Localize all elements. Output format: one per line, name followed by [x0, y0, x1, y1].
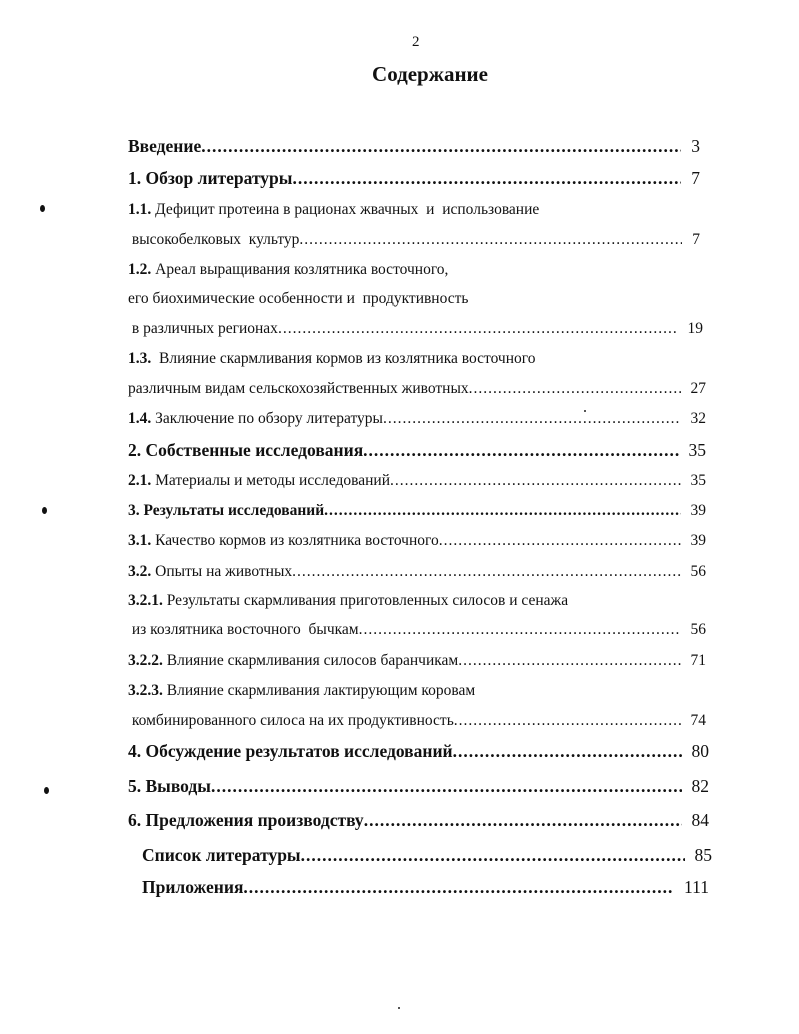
toc-entry-page: 32: [690, 410, 706, 427]
toc-entry: [128, 350, 536, 368]
dot-leader: [383, 410, 681, 428]
toc-entry-page: 71: [690, 652, 706, 669]
toc-entry-label: Введение: [128, 136, 202, 156]
toc-entry: [128, 320, 703, 338]
toc-entry: [128, 776, 709, 797]
toc-entry: [128, 621, 706, 639]
dot-leader: [278, 320, 678, 338]
toc-entry-label: Материалы и методы исследований: [151, 472, 391, 489]
toc-entry-label: Приложения: [142, 877, 244, 897]
toc-entry: [142, 845, 712, 866]
toc-entry-page: 80: [691, 741, 709, 761]
toc-entry-number: 3.1.: [128, 532, 152, 549]
dot-leader: [363, 440, 678, 461]
toc-entry: [128, 712, 706, 730]
toc-entry-number: 2.1.: [128, 472, 152, 489]
toc-entry-number: 1.4.: [128, 410, 152, 427]
toc-entry-label: Обсуждение результатов исследований: [141, 741, 453, 761]
toc-entry-label: Предложения производству: [141, 810, 364, 830]
page-title: Содержание: [372, 62, 488, 86]
margin-bullet: [44, 787, 49, 794]
toc-entry-page: 35: [690, 472, 706, 489]
margin-bullet: [42, 507, 47, 514]
toc-entry-number: 1.: [128, 168, 142, 188]
toc-entry-page: 74: [690, 712, 706, 729]
toc-entry-page: 3: [691, 136, 700, 156]
toc-entry-label: высокобелковых культур: [128, 231, 300, 248]
scan-speck: [398, 1007, 400, 1009]
dot-leader: [292, 168, 681, 189]
dot-leader: [454, 712, 681, 730]
toc-entry-number: 3.: [128, 502, 140, 519]
toc-entry-page: 82: [691, 776, 709, 796]
toc-entry-label: Дефицит протеина в рационах жвачных и использование: [151, 201, 540, 218]
toc-entry-label: Собственные исследования: [141, 440, 364, 460]
toc-entry-number: 3.2.2.: [128, 652, 163, 669]
toc-entry-label: комбинированного силоса на их продуктивность: [128, 712, 454, 729]
dot-leader: [299, 231, 682, 249]
toc-entry-number: 3.2.3.: [128, 682, 163, 699]
toc-entry-label: Обзор литературы: [141, 168, 293, 188]
toc-entry: [128, 532, 706, 550]
margin-bullet: [40, 205, 45, 212]
toc-entry-label: различным видам сельскохозяйственных животных: [128, 380, 469, 397]
toc-entry: [128, 502, 706, 520]
toc-entry-number: 1.3.: [128, 350, 152, 367]
toc-entry-page: 84: [691, 810, 709, 830]
toc-entry-page: 111: [684, 877, 709, 897]
dot-leader: [201, 136, 681, 157]
dot-leader: [439, 532, 681, 550]
toc-entry: [128, 136, 700, 157]
dot-leader: [243, 877, 674, 898]
toc-entry-label: Опыты на животных: [151, 563, 293, 580]
dot-leader: [458, 652, 680, 670]
toc-entry: [128, 201, 539, 219]
toc-entry-page: 85: [694, 845, 712, 865]
toc-entry: [128, 563, 706, 581]
dot-leader: [301, 845, 685, 866]
toc-entry: [128, 231, 700, 249]
toc-entry: [128, 168, 700, 189]
toc-entry-label: в различных регионах: [128, 320, 278, 337]
toc-entry-label: Заключение по обзору литературы: [151, 410, 383, 427]
dot-leader: [324, 502, 680, 520]
dot-leader: [211, 776, 682, 797]
toc-entry-number: 1.2.: [128, 261, 152, 278]
dot-leader: [359, 621, 681, 639]
toc-entry-label: Влияние скармливания силосов баранчикам: [162, 652, 459, 669]
toc-entry-number: 4.: [128, 741, 142, 761]
toc-entry-number: 5.: [128, 776, 142, 796]
toc-entry-page: 27: [690, 380, 706, 397]
dot-leader: [292, 563, 680, 581]
toc-entry-label: Список литературы: [142, 845, 301, 865]
toc-entry-number: 2.: [128, 440, 142, 460]
dot-leader: [364, 810, 682, 831]
toc-entry: [128, 290, 468, 308]
toc-entry: [128, 440, 706, 461]
dot-leader: [390, 472, 680, 490]
toc-entry-number: 3.2.: [128, 563, 152, 580]
toc-entry-label: его биохимические особенности и продуктивность: [128, 290, 469, 307]
page-number: 2: [412, 34, 420, 50]
toc-entry: [128, 592, 568, 610]
toc-entry-number: 1.1.: [128, 201, 152, 218]
toc-entry: [128, 380, 706, 398]
toc-entry-label: Ареал выращивания козлятника восточного,: [151, 261, 449, 278]
toc-entry: [128, 410, 706, 428]
toc-entry-label: Результаты исследований: [139, 502, 325, 519]
toc-entry-page: 39: [690, 502, 706, 519]
toc-entry-page: 56: [690, 621, 706, 638]
toc-entry-label: Результаты скармливания приготовленных силосов и сенажа: [162, 592, 569, 609]
dot-leader: [469, 380, 681, 398]
toc-entry-label: Качество кормов из козлятника восточного: [151, 532, 439, 549]
toc-entry: [128, 652, 706, 670]
toc-entry: [128, 810, 709, 831]
dot-leader: [453, 741, 682, 762]
toc-entry-label: Влияние скармливания кормов из козлятника восточного: [151, 350, 536, 367]
toc-entry: [142, 877, 709, 898]
toc-entry-page: 35: [688, 440, 706, 460]
toc-entry: [128, 741, 709, 762]
toc-entry-page: 7: [691, 168, 700, 188]
toc-entry-label: Влияние скармливания лактирующим коровам: [162, 682, 476, 699]
toc-entry-number: 3.2.1.: [128, 592, 163, 609]
toc-entry: [128, 261, 448, 279]
toc-entry: [128, 682, 475, 700]
toc-entry-label: из козлятника восточного бычкам: [128, 621, 359, 638]
toc-entry-label: Выводы: [141, 776, 211, 796]
toc-entry-page: 39: [690, 532, 706, 549]
toc-entry-number: 6.: [128, 810, 142, 830]
toc-entry-page: 56: [690, 563, 706, 580]
toc-entry-page: 7: [692, 231, 700, 248]
toc-entry-page: 19: [687, 320, 703, 337]
toc-entry: [128, 472, 706, 490]
